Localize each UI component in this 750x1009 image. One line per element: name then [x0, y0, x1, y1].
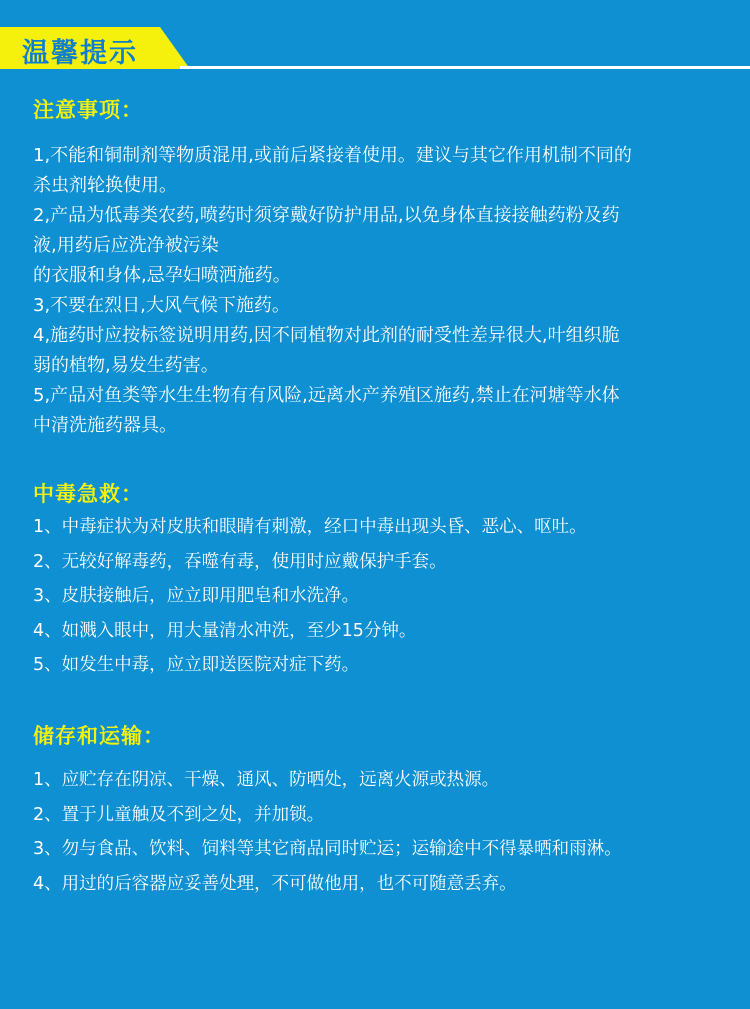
storage-heading: 储存和运输： [33, 724, 165, 748]
first-aid-item: 1、中毒症状为对皮肤和眼睛有刺激，经口中毒出现头昏、恶心、呕吐。 [33, 517, 587, 537]
precautions-line: 中清洗施药器具。 [33, 415, 177, 436]
first-aid-item: 5、如发生中毒，应立即送医院对症下药。 [33, 655, 360, 675]
precautions-heading: 注意事项： [33, 98, 143, 122]
first-aid-item: 2、无较好解毒药，吞噬有毒，使用时应戴保护手套。 [33, 551, 447, 572]
first-aid-list [33, 510, 733, 683]
first-aid-item: 3、皮肤接触后，应立即用肥皂和水洗净。 [33, 586, 360, 606]
storage-item: 1、应贮存在阴凉、干燥、通风、防晒处，远离火源或热源。 [33, 770, 500, 790]
storage-item: 3、勿与食品、饮料、饲料等其它商品同时贮运；运输途中不得暴晒和雨淋。 [33, 839, 622, 859]
first-aid-heading: 中毒急救： [33, 482, 143, 506]
storage-item: 4、用过的后容器应妥善处理，不可做他用，也不可随意丢弃。 [33, 873, 517, 894]
precautions-line: 4,施药时应按标签说明用药,因不同植物对此剂的耐受性差异很大,叶组织脆 [33, 325, 620, 346]
precautions-line: 5,产品对鱼类等水生生物有有风险,远离水产养殖区施药,禁止在河塘等水体 [33, 385, 620, 406]
storage-item: 2、置于儿童触及不到之处，并加锁。 [33, 804, 325, 825]
storage-list [33, 763, 733, 901]
precautions-line: 3,不要在烈日,大风气候下施药。 [33, 295, 290, 316]
precautions-line: 液,用药后应洗净被污染 [33, 235, 219, 256]
precautions-line: 弱的植物,易发生药害。 [33, 355, 219, 376]
precautions-line: 杀虫剂轮换使用。 [33, 175, 177, 196]
header-bar [0, 0, 750, 80]
header-divider [180, 66, 750, 69]
precautions-line: 1,不能和铜制剂等物质混用,或前后紧接着使用。建议与其它作用机制不同的 [33, 145, 632, 166]
precautions-text [33, 141, 723, 441]
page-title: 温馨提示 [22, 38, 138, 69]
first-aid-item: 4、如溅入眼中，用大量清水冲洗，至少15分钟。 [33, 620, 417, 641]
precautions-line: 的衣服和身体,忌孕妇喷洒施药。 [33, 265, 291, 286]
precautions-line: 2,产品为低毒类农药,喷药时须穿戴好防护用品,以免身体直接接触药粉及药 [33, 205, 620, 226]
